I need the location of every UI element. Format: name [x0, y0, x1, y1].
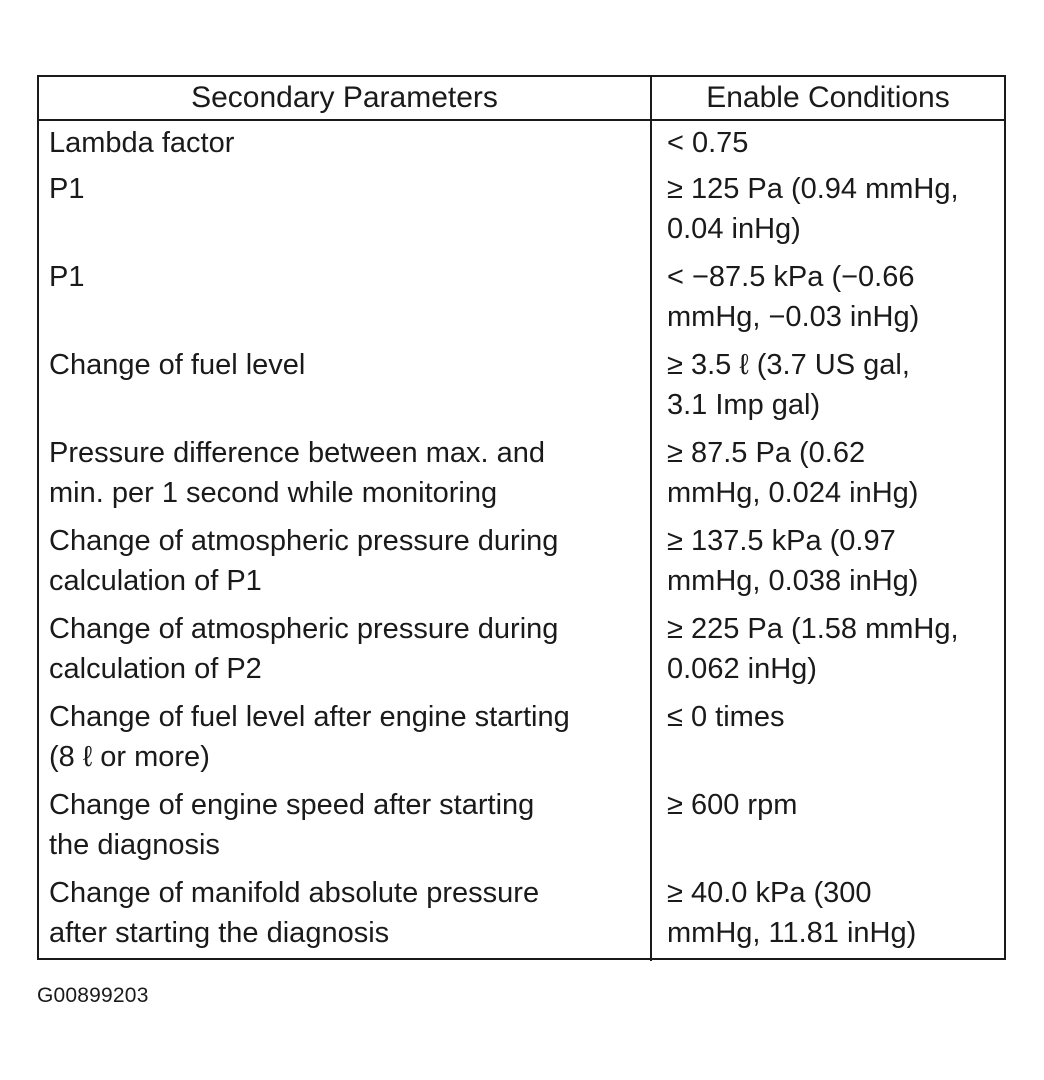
table-header-row [39, 77, 1004, 120]
column-header-secondary-parameters: Secondary Parameters [39, 77, 651, 120]
enable-conditions-table [39, 77, 1004, 961]
table-row [39, 785, 1004, 873]
condition-cell: ≥ 3.5 ℓ (3.7 US gal, 3.1 Imp gal) [667, 349, 910, 421]
parameter-cell: Lambda factor [39, 120, 651, 169]
parameter-cell: Change of atmospheric pressure during calculation of P2 [39, 609, 651, 697]
condition-cell: ≥ 40.0 kPa (300 mmHg, 11.81 inHg) [667, 877, 917, 949]
parameter-cell: Change of atmospheric pressure during calculation of P1 [39, 521, 651, 609]
parameter-cell: Pressure difference between max. and min. per 1 second while monitoring [39, 433, 651, 521]
table-row [39, 609, 1004, 697]
parameter-cell: Change of manifold absolute pressure after starting the diagnosis [39, 873, 651, 961]
figure-id: G00899203 [37, 984, 149, 1007]
condition-cell: ≥ 225 Pa (1.58 mmHg, 0.062 inHg) [667, 613, 959, 685]
column-header-enable-conditions: Enable Conditions [651, 77, 1004, 120]
table-row [39, 873, 1004, 961]
condition-cell: ≤ 0 times [667, 701, 785, 733]
parameter-cell: Change of engine speed after starting the diagnosis [39, 785, 651, 873]
enable-conditions-table-frame [37, 75, 1006, 960]
condition-cell: ≥ 87.5 Pa (0.62 mmHg, 0.024 inHg) [667, 437, 919, 509]
condition-cell: ≥ 125 Pa (0.94 mmHg, 0.04 inHg) [667, 173, 959, 245]
table-row [39, 521, 1004, 609]
parameter-cell: P1 [39, 257, 651, 345]
table-row [39, 120, 1004, 169]
condition-cell: < 0.75 [667, 127, 749, 159]
condition-cell: ≥ 137.5 kPa (0.97 mmHg, 0.038 inHg) [667, 525, 919, 597]
condition-cell: < −87.5 kPa (−0.66 mmHg, −0.03 inHg) [667, 261, 920, 333]
parameter-cell: P1 [39, 169, 651, 257]
table-row [39, 345, 1004, 433]
table-row [39, 169, 1004, 257]
parameter-cell: Change of fuel level after engine starting (8 ℓ or more) [39, 697, 651, 785]
table-row [39, 433, 1004, 521]
table-row [39, 257, 1004, 345]
parameter-cell: Change of fuel level [39, 345, 651, 433]
condition-cell: ≥ 600 rpm [667, 789, 798, 821]
table-row [39, 697, 1004, 785]
